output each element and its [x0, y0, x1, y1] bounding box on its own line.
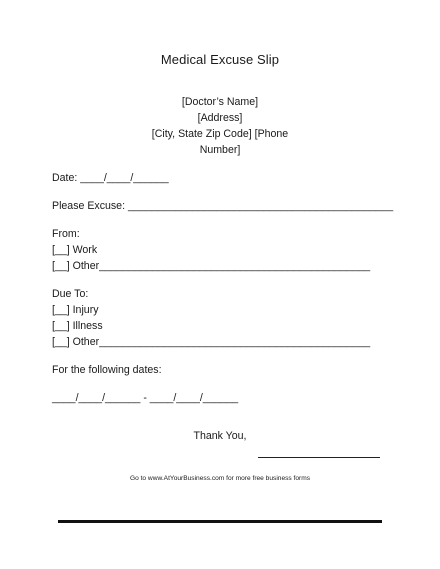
due-injury-checkbox: [__] Injury	[52, 304, 99, 316]
bottom-divider	[58, 520, 382, 523]
footer-link-text: Go to www.AtYourBusiness.com for more free business forms	[129, 475, 311, 482]
from-label: From:	[52, 228, 80, 240]
following-dates-label: For the following dates:	[52, 364, 162, 376]
date-range-field: ____/____/______ - ____/____/______	[52, 392, 239, 404]
please-excuse-field: Please Excuse: _____________________________________________	[52, 200, 394, 212]
due-other-checkbox: [__] Other______________________________________________	[52, 336, 371, 348]
address-placeholder: [Address]	[197, 112, 243, 124]
date-field: Date: ____/____/______	[52, 172, 169, 184]
phone-number-placeholder: Number]	[199, 144, 241, 156]
from-other-checkbox: [__] Other______________________________________________	[52, 260, 371, 272]
signature-line	[258, 457, 380, 458]
from-work-checkbox: [__] Work	[52, 244, 98, 256]
document-title: Medical Excuse Slip	[160, 52, 280, 67]
thank-you-text: Thank You,	[193, 430, 247, 442]
city-state-phone-placeholder: [City, State Zip Code] [Phone	[151, 128, 289, 140]
due-to-label: Due To:	[52, 288, 89, 300]
due-illness-checkbox: [__] Illness	[52, 320, 103, 332]
doctor-name-placeholder: [Doctor’s Name]	[181, 96, 259, 108]
